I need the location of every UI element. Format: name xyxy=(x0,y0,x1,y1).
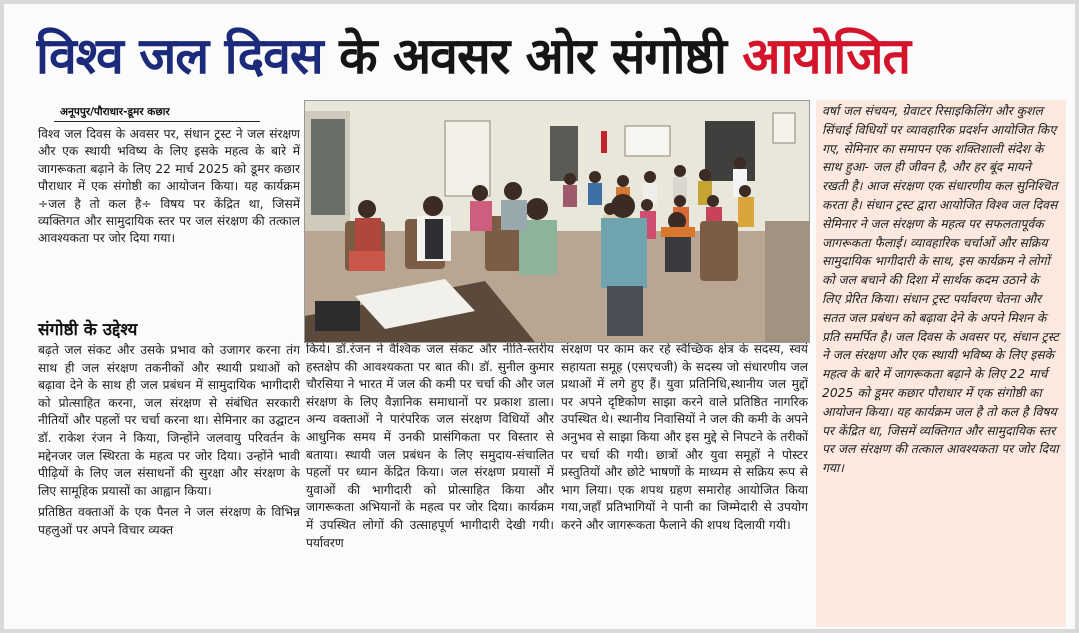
intro-paragraph xyxy=(38,126,300,316)
dateline: अनूपपुर/पौराधार-डूमर कछार xyxy=(54,103,260,122)
column-3-text: संरक्षण पर काम कर रहे स्वैच्छिक क्षेत्र के सदस्य, स्वयं सहायता समूह (एसएचजी) के सदस्य जो संधारणीय जल प्रथाओं में लगे हुए हैं। युवा प्रतिनिधि,स्थानीय जल मुद्दों पर अपने दृष्टिकोण साझा करने वाले प्रतिष्ठित नागरिक उपस्थित थे। स्थानीय निवासियों ने जल की कमी के अपने अनुभव से साझा किया और इस मुद्दे से निपटने के तरीकों पर चर्चा की गयी। छात्रों और युवा समूहों ने पोस्टर प्रस्तुतियों और छोटे भाषणों के माध्यम से सक्रिय रूप से भाग लिया। एक शपथ ग्रहण समारोह आयोजित किया गया,जहाँ प्रतिभागियों ने पानी का जिम्मेदारी से उपयोग करने और जागरूकता फैलाने की शपथ दिलायी गयी। xyxy=(561,342,808,532)
headline-part-blue: विश्व जल दिवस xyxy=(36,27,323,85)
subheading: संगोष्ठी के उद्देश्य xyxy=(38,320,138,340)
column-2-text: किये। डॉ.रंजन ने वैश्विक जल संकट और नीति-स्तरीय हस्तक्षेप की आवश्यकता पर बात की। डॉ. सुनील कुमार चौरसिया ने भारत में जल की कमी पर चर्चा की और जल संरक्षण के लिए वैज्ञानिक समाधानों पर प्रकाश डाला। अन्य वक्ताओं ने पारंपरिक जल संरक्षण विधियों और आधुनिक समय में उनकी प्रासंगिकता पर विस्तार से बताया। स्थायी जल प्रबंधन के लिए समुदाय-संचालित पहलों पर ध्यान केंद्रित किया। जल संरक्षण प्रयासों में युवाओं की भागीदारी को प्रोत्साहित किया और जागरूकता अभियानों के महत्व पर जोर दिया। कार्यक्रम में उपस्थित लोगों की उत्साहपूर्ण भागीदारी देखी गयी।पर्यावरण xyxy=(306,342,554,550)
column-1-paragraph-1: बढ़ते जल संकट और उसके प्रभाव को उजागर करना तंग साथ ही जल संरक्षण तकनीकों और स्थायी प्रथाओं को बढ़ावा देने के साथ ही जल प्रबंधन में सामुदायिक भागीदारी को प्रोत्साहित करना, जल संरक्षण से संबंधित सरकारी नीतियों और पहलों पर चर्चा करना था। सेमिनार का उद्घाटन डॉ. राकेश रंजन ने किया, जिन्होंने जलवायु परिवर्तन के मद्देनजर जल स्थिरता के महत्व पर जोर दिया। उन्होंने भावी पीढ़ियों के लिए जल संसाधनों की सुरक्षा और संरक्षण के लिए सामूहिक प्रयासों का आह्वान किया। xyxy=(38,343,300,498)
seminar-photo xyxy=(304,100,810,343)
headline-part-black: के अवसर ओर संगोष्ठी xyxy=(339,27,726,85)
intro-text: विश्व जल दिवस के अवसर पर, संधान ट्रस्ट ने जल संरक्षण और एक स्थायी भविष्य के लिए इसके महत्व के बारे में जागरूकता बढ़ाने के लिए 22 मार्च 2025 को डूमर कछार पौराधार में एक संगोष्ठी का आयोजन किया। यह कार्यक्रम ÷जल है तो कल है÷ विषय पर केंद्रित था, जिसमें व्यक्तिगत और सामुदायिक स्तर पर जल संरक्षण की तत्काल आवश्यकता पर जोर दिया गया। xyxy=(38,127,300,246)
column-2 xyxy=(306,341,554,629)
column-1-paragraph-2: प्रतिष्ठित वक्ताओं के एक पैनल ने जल संरक्षण के विभिन्न पहलुओं पर अपने विचार व्यक्त xyxy=(38,505,300,537)
sidebar-box xyxy=(816,100,1066,627)
newspaper-page xyxy=(4,4,1075,629)
seminar-photo-illustration xyxy=(305,101,809,342)
headline-part-red: आयोजित xyxy=(742,27,910,85)
sidebar-text: वर्षा जल संचयन, ग्रेवाटर रिसाइकिलिंग और कुशल सिंचाई विधियों पर व्यावहारिक प्रदर्शन आयोजित किए गए, सेमिनार का समापन एक शक्तिशाली संदेश के साथ हुआ- जल ही जीवन है, और हर बूंद मायने रखती है। आज संरक्षण एक संधारणीय कल सुनिश्चित करता है। संधान ट्रस्ट द्वारा आयोजित विश्व जल दिवस सेमिनार ने जल संरक्षण के महत्व पर सफलतापूर्वक जागरूकता फैलाई। व्यावहारिक चर्चाओं और सक्रिय सामुदायिक भागीदारी के साथ, इस कार्यक्रम ने लोगों को जल बचाने की दिशा में सार्थक कदम उठाने के लिए प्रेरित किया। संधान ट्रस्ट पर्यावरण चेतना और सतत जल प्रबंधन को बढ़ावा देने के अपने मिशन के प्रति समर्पित है। जल दिवस के अवसर पर, संधान ट्रस्ट ने जल संरक्षण और एक स्थायी भविष्य के लिए इसके महत्व के बारे में जागरूकता बढ़ाने के लिए 22 मार्च 2025 को डूमर कछार पौराधार में एक संगोष्ठी का आयोजन किया। यह कार्यक्रम जल है तो कल है विषय पर केंद्रित था, जिसमें व्यक्तिगत और सामुदायिक स्तर पर जल संरक्षण की तत्काल आवश्यकता पर जोर दिया गया। xyxy=(822,104,1059,476)
column-3 xyxy=(561,341,808,629)
column-1 xyxy=(38,342,300,629)
headline xyxy=(36,16,1072,96)
